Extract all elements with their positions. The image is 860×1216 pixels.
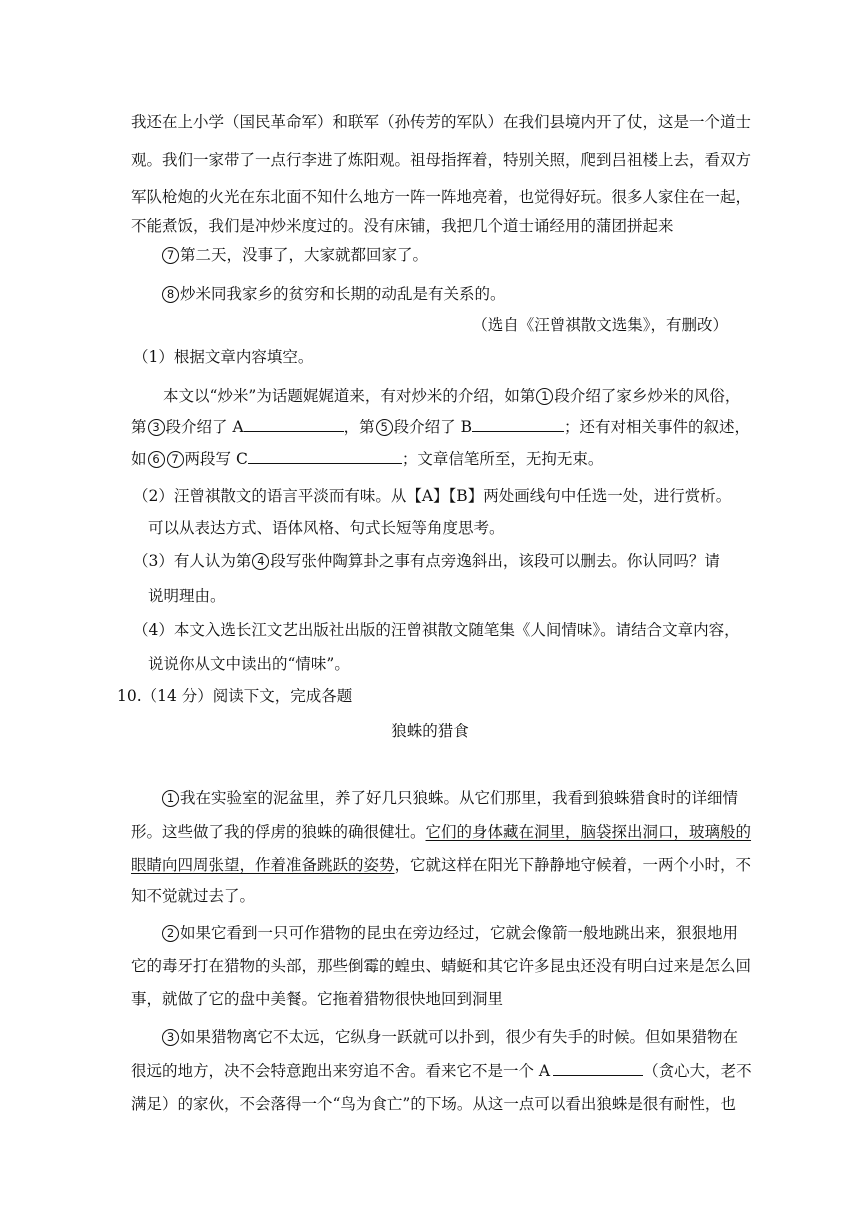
question-line: 说明理由。 xyxy=(148,587,226,605)
question-line: （2）汪曾祺散文的语言平淡而有味。从【A】【B】两处画线句中任选一处，进行赏析。 xyxy=(133,487,732,505)
paragraph-8: 8 炒米同我家乡的贫穷和长期的动乱是有关系的。 xyxy=(161,284,506,304)
text-line: 军队枪炮的火光在东北面不知什么地方一阵一阵地亮着，也觉得好玩。很多人家住在一起， xyxy=(131,188,752,206)
circled-number: 7 xyxy=(162,247,179,264)
circled-number: 6 xyxy=(148,451,165,468)
circled-number: 7 xyxy=(167,451,184,468)
question-line: 说说你从文中读出的“情味”。 xyxy=(148,655,350,673)
circled-number: 5 xyxy=(376,419,393,436)
question-line: （3）有人认为第 4 段写张仲陶算卦之事有点旁逸斜出，该段可以删去。你认同吗？请 xyxy=(133,552,720,570)
text-line: 我还在上小学（国民革命军）和联军（孙传芳的军队）在我们县境内开了仗，这是一个道士 xyxy=(131,113,752,131)
text-line: 满足）的家伙，不会落得一个“鸟为食亡”的下场。从这一点可以看出狼蛛是很有耐性，也 xyxy=(131,1095,736,1113)
circled-number: 3 xyxy=(148,419,165,436)
article-title: 狼蛛的猎食 xyxy=(391,722,469,740)
text-line: 观。我们一家带了一点行李进了炼阳观。祖母指挥着，特别关照，爬到吕祖楼上去，看双方 xyxy=(131,151,752,169)
question-line: 如 6 7 两段写 C ；文章信笔所至，无拘无束。 xyxy=(131,450,604,468)
text-line: 不能煮饭，我们是冲炒米度过的。没有床铺，我把几个道士诵经用的蒲团拼起来 xyxy=(131,217,674,235)
question-stem: （1）根据文章内容填空。 xyxy=(133,348,314,366)
circled-number: 8 xyxy=(162,286,179,303)
underlined-sentence-a: 它们的身体藏在洞里，脑袋探出洞口，玻璃般的 xyxy=(425,823,752,841)
text-line: 1 我在实验室的泥盆里，养了好几只狼蛛。从它们那里，我看到狼蛛猎食时的详细情 xyxy=(161,788,738,808)
text-line: 形。这些做了我的俘虏的狼蛛的确很健壮。它们的身体藏在洞里，脑袋探出洞口，玻璃般的 xyxy=(131,823,752,841)
question-10-heading: 10.（14 分）阅读下文，完成各题 xyxy=(117,687,353,705)
circled-number: 4 xyxy=(252,553,269,570)
circled-number: 1 xyxy=(162,790,179,807)
question-line: 本文以“炒米”为话题娓娓道来，有对炒米的介绍，如第 1 段介绍了家乡炒米的风俗， xyxy=(163,387,741,405)
circled-number: 3 xyxy=(162,1029,179,1046)
source-note: （选自《汪曾祺散文选集》，有删改） xyxy=(472,316,728,334)
answer-blank-b[interactable] xyxy=(472,417,564,432)
circled-number: 2 xyxy=(162,925,179,942)
paragraph-7: 7 第二天，没事了，大家就都回家了。 xyxy=(161,245,428,265)
text-line: 眼睛向四周张望，作着准备跳跃的姿势，它就这样在阳光下静静地守候着，一两个小时，不 xyxy=(131,856,752,874)
question-line: 可以从表达方式、语体风格、句式长短等角度思考。 xyxy=(148,519,505,537)
circled-number: 1 xyxy=(536,388,553,405)
answer-blank-idiom[interactable] xyxy=(553,1061,643,1076)
text-line: 事，就做了它的盘中美餐。它拖着猎物很快地回到洞里 xyxy=(131,990,504,1008)
text-line: 很远的地方，决不会特意跑出来穷追不舍。看来它不是一个 A （贪心大，老不 xyxy=(131,1062,752,1080)
text-line: 它的毒牙打在猎物的头部，那些倒霉的蝗虫、蜻蜓和其它许多昆虫还没有明白过来是怎么回 xyxy=(131,957,752,975)
answer-blank-c[interactable] xyxy=(248,449,402,464)
text-line: 3 如果猎物离它不太远，它纵身一跃就可以扑到，很少有失手的时候。但如果猎物在 xyxy=(161,1027,738,1047)
text-line: 知不觉就过去了。 xyxy=(131,887,256,905)
question-line: （4）本文入选长江文艺出版社出版的汪曾祺散文随笔集《人间情味》。请结合文章内容， xyxy=(133,621,740,639)
question-line: 第 3 段介绍了 A ，第 5 段介绍了 B ；还有对相关事件的叙述， xyxy=(131,418,750,436)
text-line: 2 如果它看到一只可作猎物的昆虫在旁边经过，它就会像箭一般地跳出来，狠狠地用 xyxy=(161,923,738,943)
answer-blank-a[interactable] xyxy=(244,417,344,432)
underlined-sentence-a: 眼睛向四周张望，作着准备跳跃的姿势 xyxy=(131,856,395,874)
